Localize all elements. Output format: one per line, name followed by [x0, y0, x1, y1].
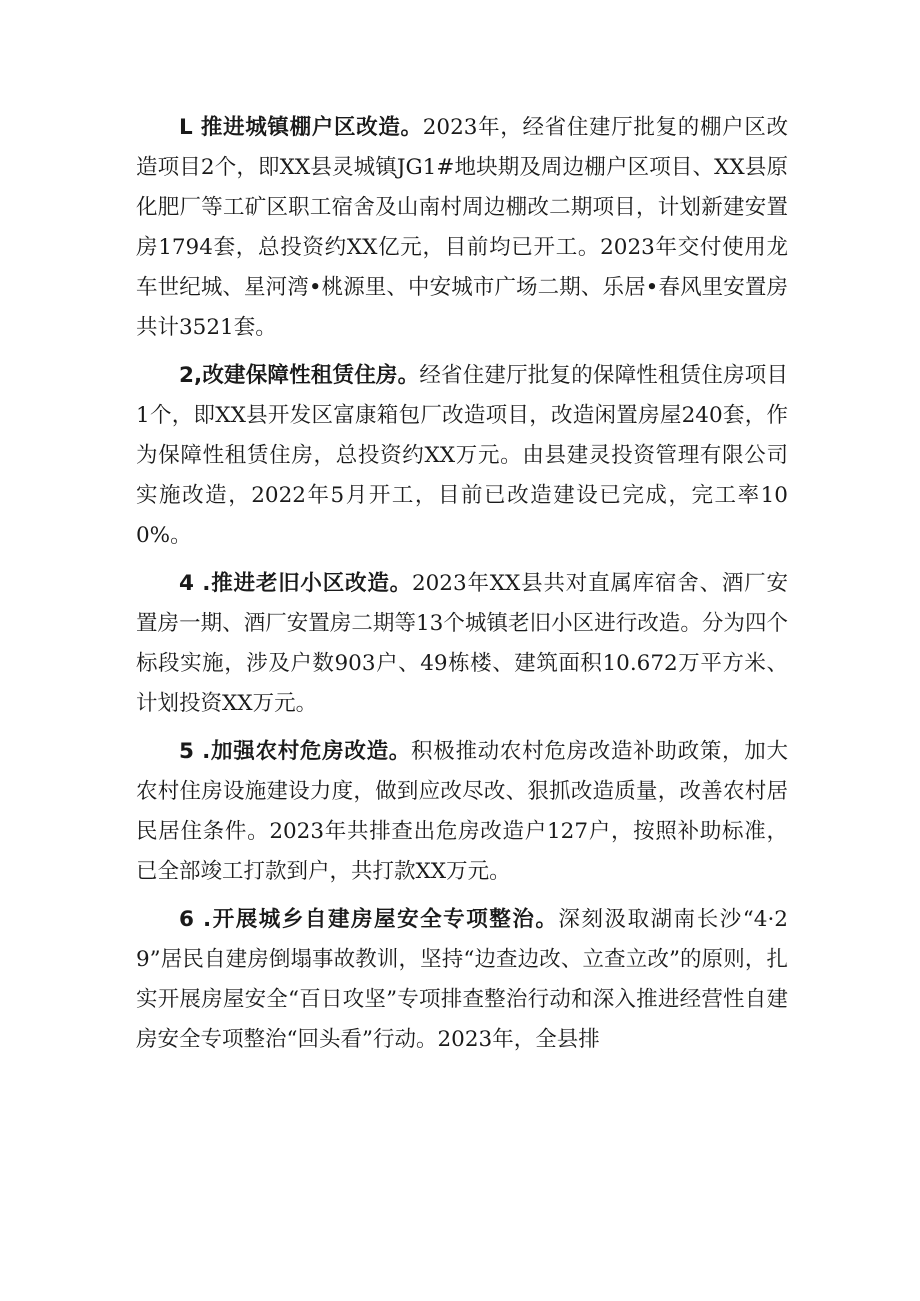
paragraph-heading: 2,改建保障性租赁住房。 — [179, 363, 420, 388]
paragraph-body: 2023年XX县共对直属库宿舍、酒厂安置房一期、酒厂安置房二期等13个城镇老旧小区进行改造。分为四个标段实施，涉及户数903户、49栋楼、建筑面积10.672万平方米、计划投资XX万元。 — [136, 571, 788, 716]
paragraph-heading: 4 .推进老旧小区改造。 — [179, 571, 412, 596]
paragraph-heading: L 推进城镇棚户区改造。 — [179, 115, 423, 140]
paragraph-old-communities — [136, 564, 788, 724]
paragraph-body: 深刻汲取湖南长沙“4·29”居民自建房倒塌事故教训，坚持“边查边改、立查立改”的原则，扎实开展房屋安全“百日攻坚”专项排查整治行动和深入推进经营性自建房安全专项整治“回头看”行动。2023年，全县排 — [136, 907, 788, 1052]
paragraph-rural-dangerous-housing — [136, 732, 788, 892]
paragraph-body: 积极推动农村危房改造补助政策，加大农村住房设施建设力度，做到应改尽改、狠抓改造质量，改善农村居民居住条件。2023年共排查出危房改造户127户，按照补助标准，已全部竣工打款到户，共打款XX万元。 — [136, 739, 788, 884]
paragraph-shantytown-renovation — [136, 108, 788, 348]
document-page — [136, 108, 788, 1068]
paragraph-heading: 6 .开展城乡自建房屋安全专项整治。 — [179, 907, 559, 932]
paragraph-body: 2023年，经省住建厅批复的棚户区改造项目2个，即XX县灵城镇JG1#地块期及周边棚户区项目、XX县原化肥厂等工矿区职工宿舍及山南村周边棚改二期项目，计划新建安置房1794套，总投资约XX亿元，目前均已开工。2023年交付使用龙车世纪城、星河湾•桃源里、中安城市广场二期、乐居•春风里安置房共计3521套。 — [136, 115, 789, 340]
paragraph-body: 经省住建厅批复的保障性租赁住房项目1个，即XX县开发区富康箱包厂改造项目，改造闲置房屋240套，作为保障性租赁住房，总投资约XX万元。由县建灵投资管理有限公司实施改造，2022年5月开工，目前已改造建设已完成，完工率100%。 — [136, 363, 788, 548]
paragraph-rental-housing — [136, 356, 788, 556]
paragraph-self-built-housing-safety — [136, 900, 788, 1060]
paragraph-heading: 5 .加强农村危房改造。 — [179, 739, 412, 764]
